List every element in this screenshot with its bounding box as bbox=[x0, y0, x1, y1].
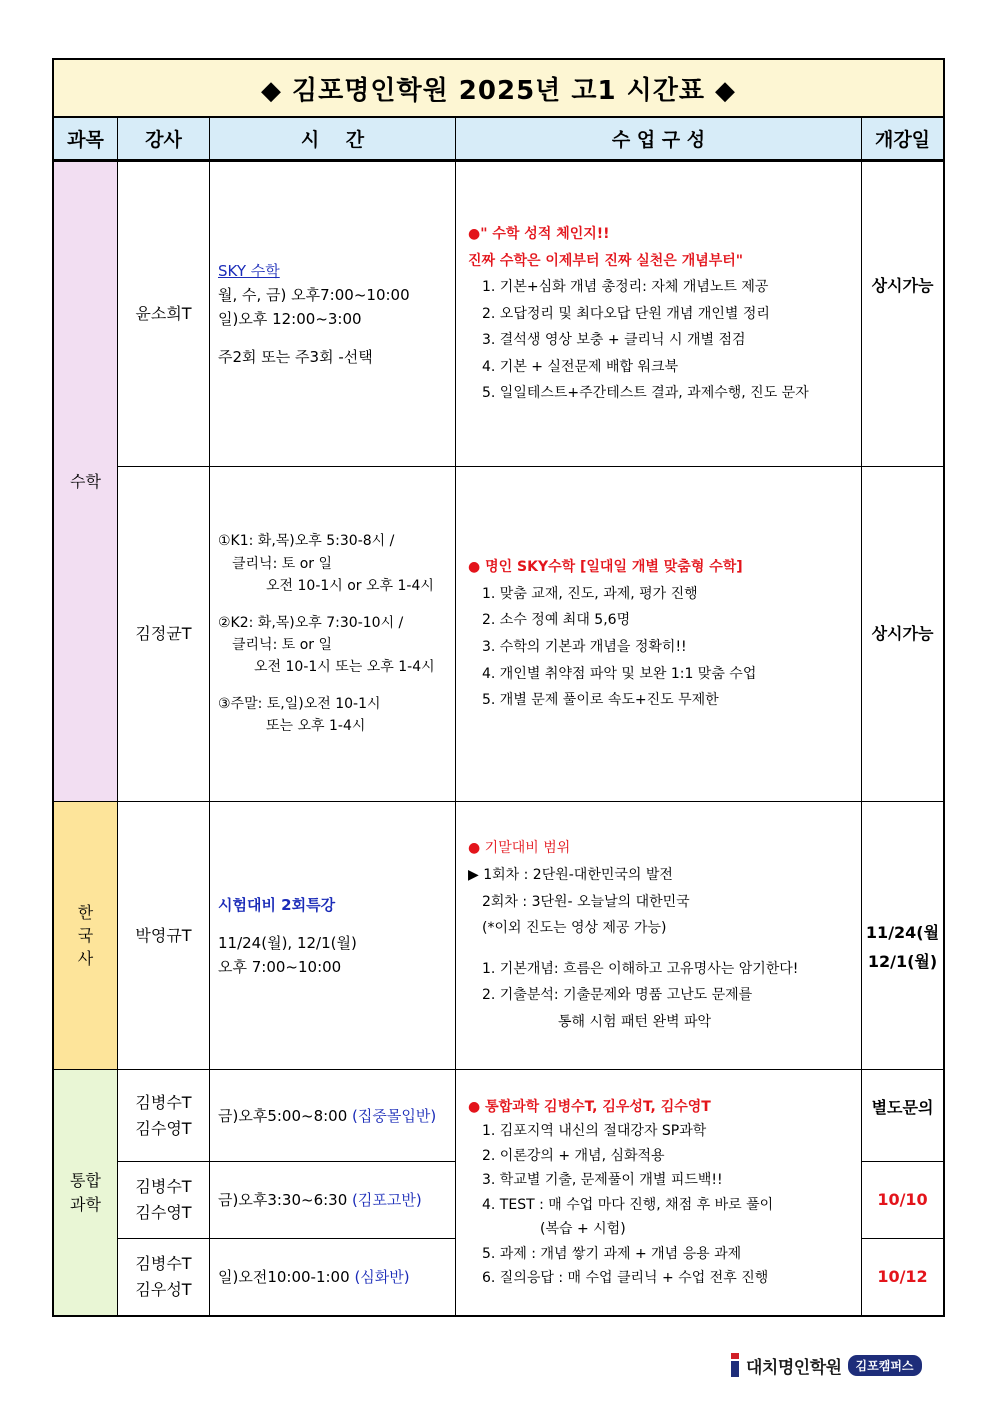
logo-campus-badge: 김포캠퍼스 bbox=[848, 1355, 922, 1376]
course-title: 시험대비 2회특강 bbox=[218, 895, 336, 914]
content-item: (복습 + 시험) bbox=[540, 1221, 626, 1237]
teacher-name: 김정균T bbox=[135, 624, 192, 644]
page-title: ◆ 김포명인학원 2025년 고1 시간표 ◆ bbox=[54, 60, 943, 118]
content-item: 5. 과제 : 개념 쌓기 과제 + 개념 응용 과제 bbox=[482, 1245, 742, 1262]
content-item: 4. TEST : 매 수업 마다 진행, 채점 후 바로 풀이 bbox=[482, 1196, 774, 1213]
time-line: 월, 수, 금) 오후7:00~10:00 bbox=[218, 286, 410, 304]
header-content: 수 업 구 성 bbox=[456, 118, 862, 162]
content-item: (*이외 진도는 영상 제공 가능) bbox=[482, 920, 667, 937]
time-line: 클리닉: 토 or 일 bbox=[232, 555, 333, 572]
content-item: 6. 질의응답 : 매 수업 클리닉 + 수업 전후 진행 bbox=[482, 1270, 769, 1286]
content-item: 통해 시험 패턴 완벽 파악 bbox=[558, 1013, 712, 1030]
open-date-line: 12/1(월) bbox=[867, 951, 938, 971]
teacher-name: 윤소희T bbox=[135, 304, 192, 324]
header-teacher: 강사 bbox=[118, 118, 210, 162]
content-item: 2. 소수 정예 최대 5,6명 bbox=[482, 612, 631, 629]
timetable bbox=[52, 58, 945, 1317]
time-line: 오전 10-1시 또는 오후 1-4시 bbox=[254, 659, 435, 676]
open-date: 10/10 bbox=[877, 1189, 928, 1209]
subject-math: 수학 bbox=[54, 162, 118, 802]
time-line: 또는 오후 1-4시 bbox=[266, 718, 366, 735]
content-item: ▶ 1회차 : 2단원-대한민국의 발전 bbox=[468, 867, 673, 884]
content-headline: ●" 수학 성적 체인지!! bbox=[468, 225, 610, 242]
content-item: 1. 기본+심화 개념 총정리: 자체 개념노트 제공 bbox=[482, 279, 769, 296]
course-title: SKY 수학 bbox=[218, 262, 280, 280]
teacher-line: 김수영T bbox=[135, 1118, 192, 1138]
content-item: 2. 기출분석: 기출문제와 명품 고난도 문제를 bbox=[482, 987, 753, 1004]
teacher-name bbox=[118, 1162, 209, 1238]
time-block bbox=[210, 1162, 455, 1238]
open-date bbox=[862, 802, 943, 1069]
open-date: 상시가능 bbox=[871, 275, 934, 295]
content-item: 1. 김포지역 내신의 절대강자 SP과학 bbox=[482, 1123, 707, 1139]
class-tag: (김포고반) bbox=[352, 1191, 422, 1209]
time-line: 오전 10-1시 or 오후 1-4시 bbox=[266, 578, 434, 595]
subject-history: 한 국 사 bbox=[54, 802, 118, 1070]
logo-brand: 대치명인학원 bbox=[746, 1357, 842, 1378]
content-item: 1. 맞춤 교재, 진도, 과제, 평가 진행 bbox=[482, 585, 698, 602]
content-block bbox=[456, 802, 861, 1069]
time-line: ③주말: 토,일)오전 10-1시 bbox=[218, 695, 381, 712]
time-block bbox=[210, 802, 455, 1069]
teacher-name bbox=[118, 1239, 209, 1315]
time-line: 11/24(월), 12/1(월) bbox=[218, 933, 357, 952]
content-item: 2. 오답정리 및 최다오답 단원 개념 개인별 정리 bbox=[482, 305, 770, 322]
time-line: ①K1: 화,목)오후 5:30-8시 / bbox=[218, 533, 395, 550]
subject-science: 통합 과학 bbox=[54, 1070, 118, 1315]
teacher-line: 김병수T bbox=[135, 1092, 192, 1112]
content-headline: ● 기말대비 범위 bbox=[468, 840, 571, 857]
content-headline: 진짜 수학은 이제부터 진짜 실천은 개념부터" bbox=[468, 252, 744, 269]
teacher-name bbox=[118, 1070, 209, 1161]
open-date: 별도문의 bbox=[871, 1098, 934, 1118]
content-item: 2. 이론강의 + 개념, 심화적용 bbox=[482, 1147, 665, 1164]
time-line: 오후 7:00~10:00 bbox=[218, 957, 342, 976]
header-subject: 과목 bbox=[54, 118, 118, 162]
content-item: 5. 개별 문제 풀이로 속도+진도 무제한 bbox=[482, 692, 719, 709]
content-item: 4. 기본 + 실전문제 배합 워크북 bbox=[482, 358, 679, 375]
content-block bbox=[456, 1070, 861, 1315]
content-item: 3. 학교별 기출, 문제풀이 개별 피드백!! bbox=[482, 1172, 723, 1188]
class-tag: (심화반) bbox=[354, 1268, 410, 1286]
content-item: 4. 개인별 취약점 파악 및 보완 1:1 맞춤 수업 bbox=[482, 665, 757, 682]
open-date: 상시가능 bbox=[871, 623, 934, 643]
teacher-line: 김수영T bbox=[135, 1203, 192, 1222]
time-line: 금)오후3:30~6:30 bbox=[218, 1191, 348, 1209]
time-line: 일)오전10:00-1:00 bbox=[218, 1268, 350, 1286]
content-item: 1. 기본개념: 흐름은 이해하고 고유명사는 암기한다! bbox=[482, 960, 799, 977]
teacher-line: 김병수T bbox=[135, 1254, 192, 1274]
class-tag: (집중몰입반) bbox=[352, 1106, 437, 1125]
time-block bbox=[210, 1070, 455, 1161]
content-block bbox=[456, 467, 861, 801]
content-item: 5. 일일테스트+주간테스트 결과, 과제수행, 진도 문자 bbox=[482, 385, 809, 402]
teacher-line: 김우성T bbox=[135, 1280, 192, 1299]
teacher-line: 김병수T bbox=[135, 1177, 192, 1197]
time-line: 클리닉: 토 or 일 bbox=[232, 637, 333, 653]
content-headline: ● 명인 SKY수학 [일대일 개별 맞춤형 수학] bbox=[468, 559, 743, 576]
teacher-name: 박영규T bbox=[135, 925, 192, 945]
open-date-line: 11/24(월 bbox=[865, 922, 940, 942]
time-block bbox=[210, 162, 455, 466]
time-block bbox=[210, 467, 455, 801]
header-time: 시 간 bbox=[210, 118, 456, 162]
academy-logo bbox=[728, 1352, 922, 1378]
time-line: 주2회 또는 주3회 -선택 bbox=[218, 348, 373, 366]
content-headline: ● 통합과학 김병수T, 김우성T, 김수영T bbox=[468, 1098, 711, 1115]
open-date: 10/12 bbox=[877, 1266, 928, 1286]
time-block bbox=[210, 1239, 455, 1315]
content-block bbox=[456, 162, 861, 466]
header-open: 개강일 bbox=[862, 118, 943, 162]
content-item: 2회차 : 3단원- 오늘날의 대한민국 bbox=[482, 893, 690, 910]
content-item: 3. 수학의 기본과 개념을 정확히!! bbox=[482, 639, 687, 655]
time-line: 금)오후5:00~8:00 bbox=[218, 1106, 348, 1125]
time-line: ②K2: 화,목)오후 7:30-10시 / bbox=[218, 614, 404, 631]
time-line: 일)오후 12:00~3:00 bbox=[218, 310, 362, 328]
content-item: 3. 결석생 영상 보충 + 클리닉 시 개별 점검 bbox=[482, 332, 746, 349]
logo-icon bbox=[728, 1353, 742, 1377]
